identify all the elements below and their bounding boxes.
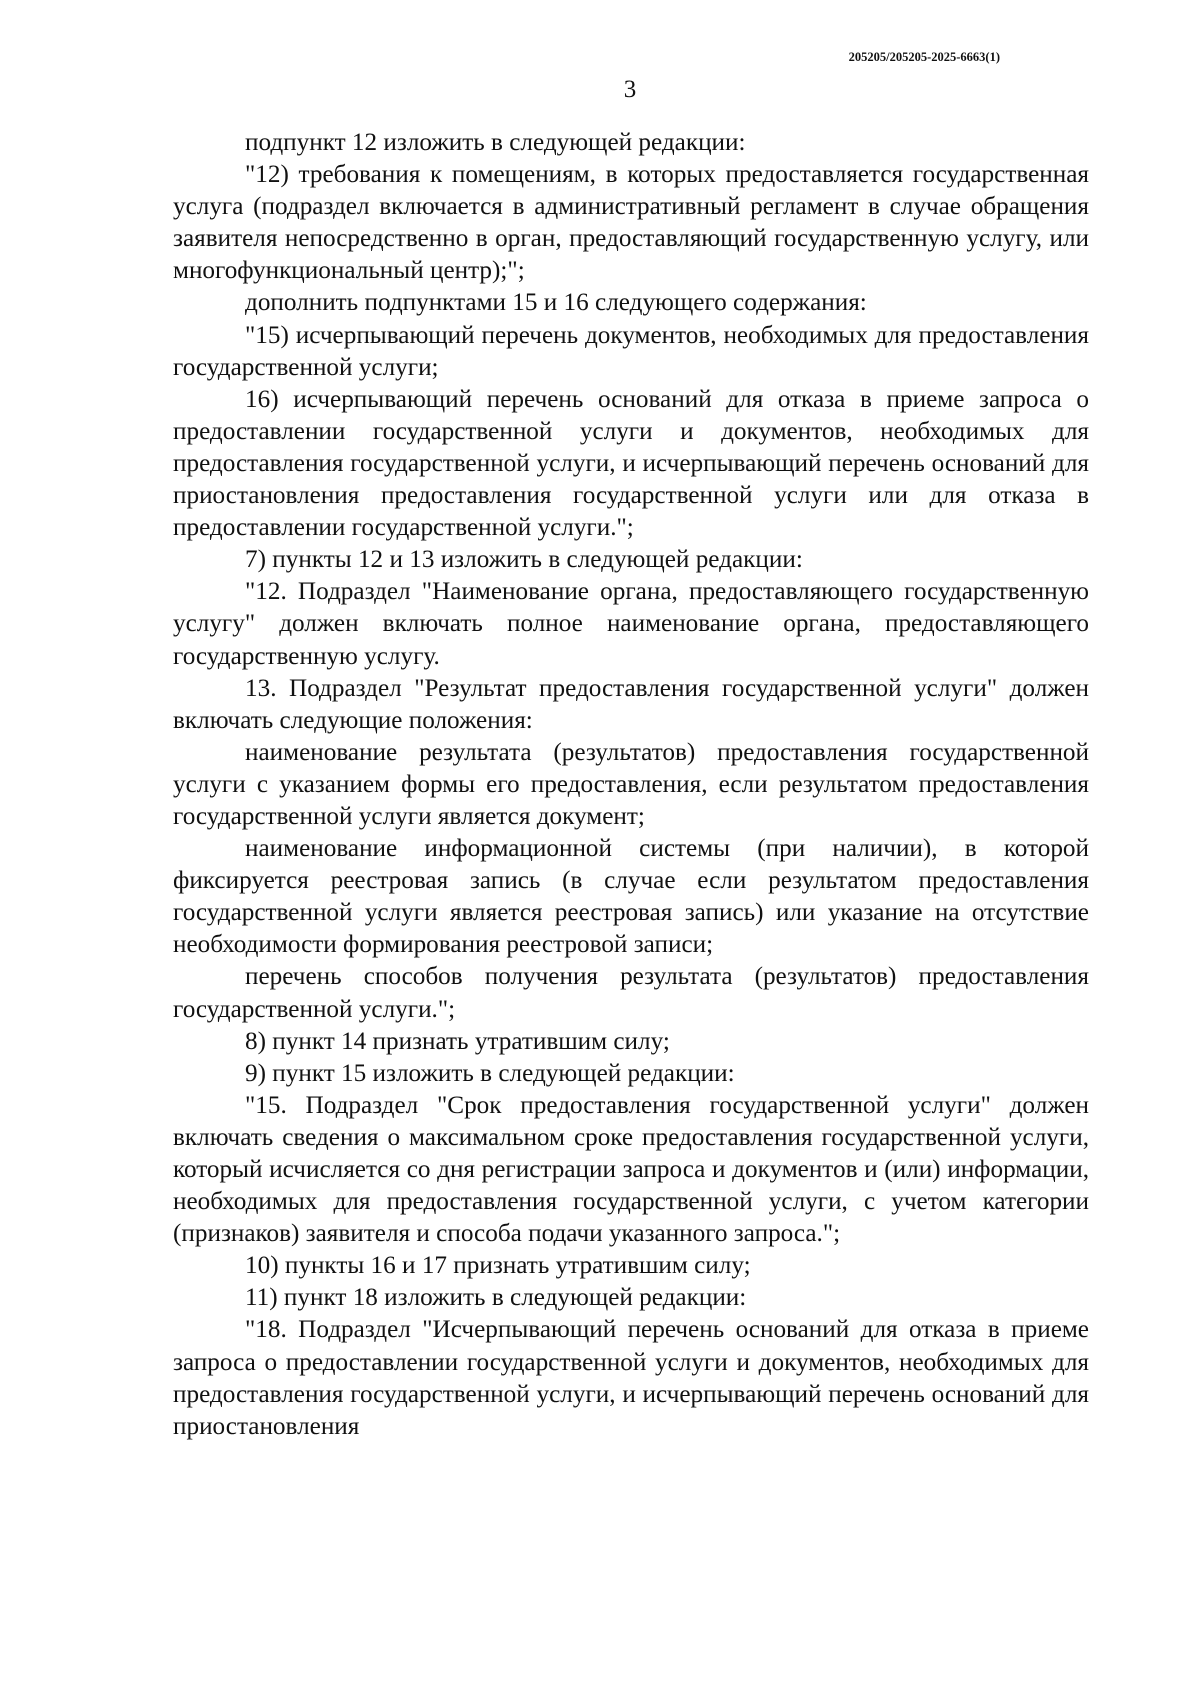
document-id: 205205/205205-2025-6663(1)	[848, 50, 1000, 64]
paragraph: "15) исчерпывающий перечень документов, необходимых для предоставления государственной услуги;	[173, 321, 1089, 381]
paragraph: наименование результата (результатов) предоставления государственной услуги с указанием формы его предоставления, если результатом предоставления государственной услуги является документ;	[173, 738, 1089, 830]
paragraph: 7) пункты 12 и 13 изложить в следующей редакции:	[245, 546, 803, 574]
paragraph: "15. Подраздел "Срок предоставления государственной услуги" должен включать сведения о максимальном сроке предоставления государственной услуги, который исчисляется со дня регистрации запроса и документов и (или) информации, необходимых для предоставления государственной услуги, с учетом категории (признаков) заявителя и способа подачи указанного запроса.";	[173, 1091, 1089, 1248]
paragraph: 16) исчерпывающий перечень оснований для отказа в приеме запроса о предоставлении государственной услуги и документов, необходимых для предоставления государственной услуги, и исчерпывающий перечень оснований для приостановления предоставления государственной услуги или для отказа в предоставлении государственной услуги.";	[173, 385, 1089, 542]
paragraph: 13. Подраздел "Результат предоставления государственной услуги" должен включать следующие положения:	[173, 674, 1089, 734]
paragraph: 9) пункт 15 изложить в следующей редакции:	[245, 1059, 735, 1087]
paragraph: 10) пункты 16 и 17 признать утратившим силу;	[245, 1252, 751, 1280]
paragraph: подпункт 12 изложить в следующей редакции:	[245, 129, 746, 156]
paragraph: "12) требования к помещениям, в которых предоставляется государственная услуга (подраздел включается в административный регламент в случае обращения заявителя непосредственно в орган, предоставляющий государственную услугу, или многофункциональный центр);";	[173, 161, 1089, 285]
paragraph: наименование информационной системы (при наличии), в которой фиксируется реестровая запись (в случае если результатом предоставления государственной услуги является реестровая запись) или указание на отсутствие необходимости формирования реестровой записи;	[173, 835, 1089, 959]
paragraph: "12. Подраздел "Наименование органа, предоставляющего государственную услугу" должен включать полное наименование органа, предоставляющего государственную услугу.	[173, 578, 1089, 670]
paragraph: 11) пункт 18 изложить в следующей редакции:	[245, 1284, 747, 1312]
document-body	[173, 127, 1089, 1443]
paragraph: "18. Подраздел "Исчерпывающий перечень оснований для отказа в приеме запроса о предоставлении государственной услуги и документов, необходимых для предоставления государственной услуги, и исчерпывающий перечень оснований для приостановления	[173, 1316, 1089, 1440]
paragraph: 8) пункт 14 признать утратившим силу;	[245, 1027, 670, 1055]
paragraph: перечень способов получения результата (результатов) предоставления государственной услуги.";	[173, 963, 1089, 1023]
page-number: 3	[623, 76, 637, 103]
paragraph: дополнить подпунктами 15 и 16 следующего содержания:	[245, 289, 867, 317]
